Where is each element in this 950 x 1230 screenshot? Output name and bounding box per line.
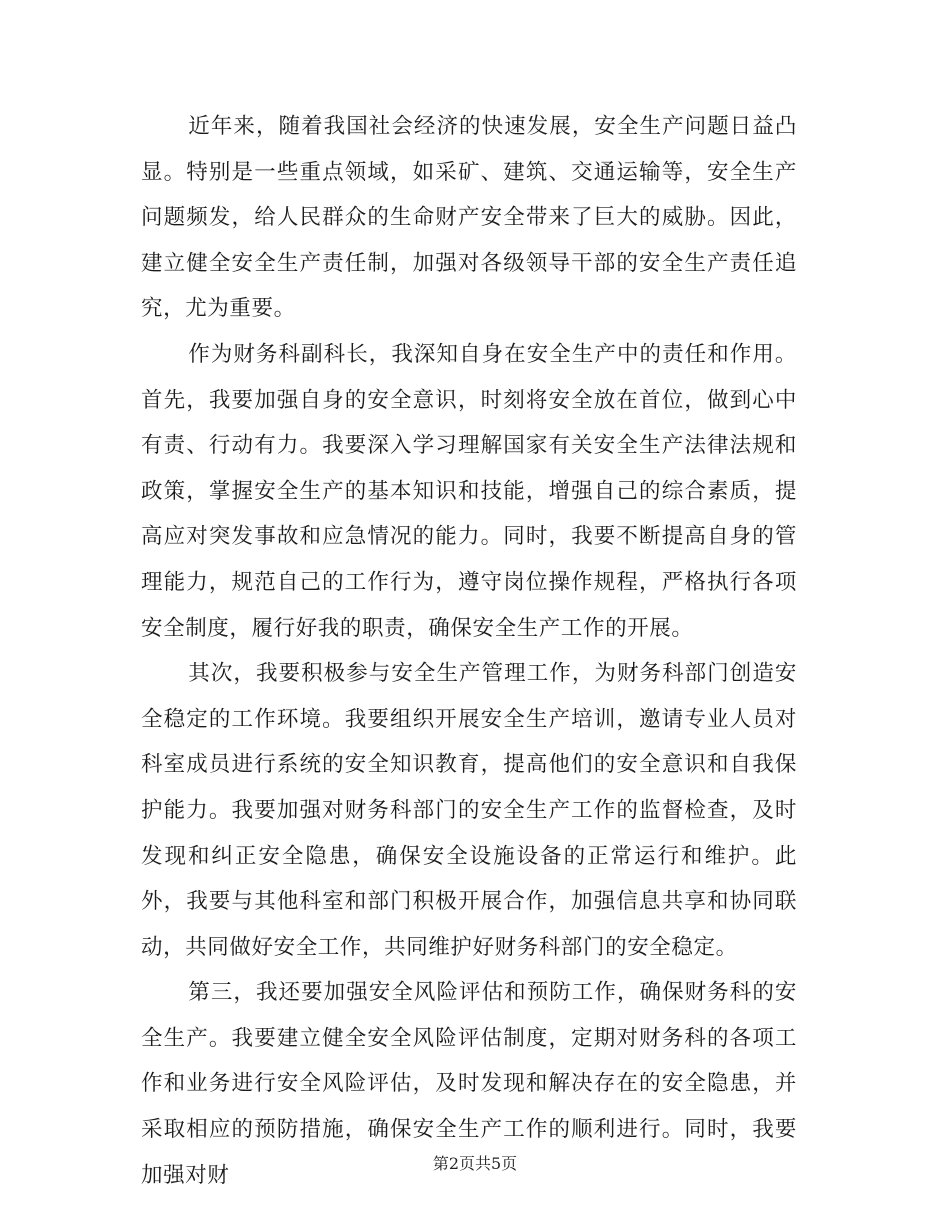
paragraph-second: 其次，我要积极参与安全生产管理工作，为财务科部门创造安全稳定的工作环境。我要组织开展安全生产培训，邀请专业人员对科室成员进行系统的安全知识教育，提高他们的安全意识和自我保护能力。我要加强对财务科部门的安全生产工作的监督检查，及时发现和纠正安全隐患，确保安全设施设备的正常运行和维护。此外，我要与其他科室和部门积极开展合作，加强信息共享和协同联动，共同做好安全工作，共同维护好财务科部门的安全稳定。 xyxy=(141,661,797,960)
page-number: 第2页共5页 xyxy=(432,1154,518,1173)
paragraph-intro: 近年来，随着我国社会经济的快速发展，安全生产问题日益凸显。特别是一些重点领域，如采矿、建筑、交通运输等，安全生产问题频发，给人民群众的生命财产安全带来了巨大的威胁。因此，建立健全安全生产责任制，加强对各级领导干部的安全生产责任追究，尤为重要。 xyxy=(141,114,797,322)
paragraph-third: 第三，我还要加强安全风险评估和预防工作，确保财务科的安全生产。我要建立健全安全风险评估制度，定期对财务科的各项工作和业务进行安全风险评估，及时发现和解决存在的安全隐患，并采取相应的预防措施，确保安全生产工作的顺利进行。同时，我要加强对财 xyxy=(141,980,797,1188)
paragraph-role: 作为财务科副科长，我深知自身在安全生产中的责任和作用。首先，我要加强自身的安全意识，时刻将安全放在首位，做到心中有责、行动有力。我要深入学习理解国家有关安全生产法律法规和政策，掌握安全生产的基本知识和技能，增强自己的综合素质，提高应对突发事故和应急情况的能力。同时，我要不断提高自身的管理能力，规范自己的工作行为，遵守岗位操作规程，严格执行各项安全制度，履行好我的职责，确保安全生产工作的开展。 xyxy=(141,341,797,641)
document-body xyxy=(141,104,797,1198)
